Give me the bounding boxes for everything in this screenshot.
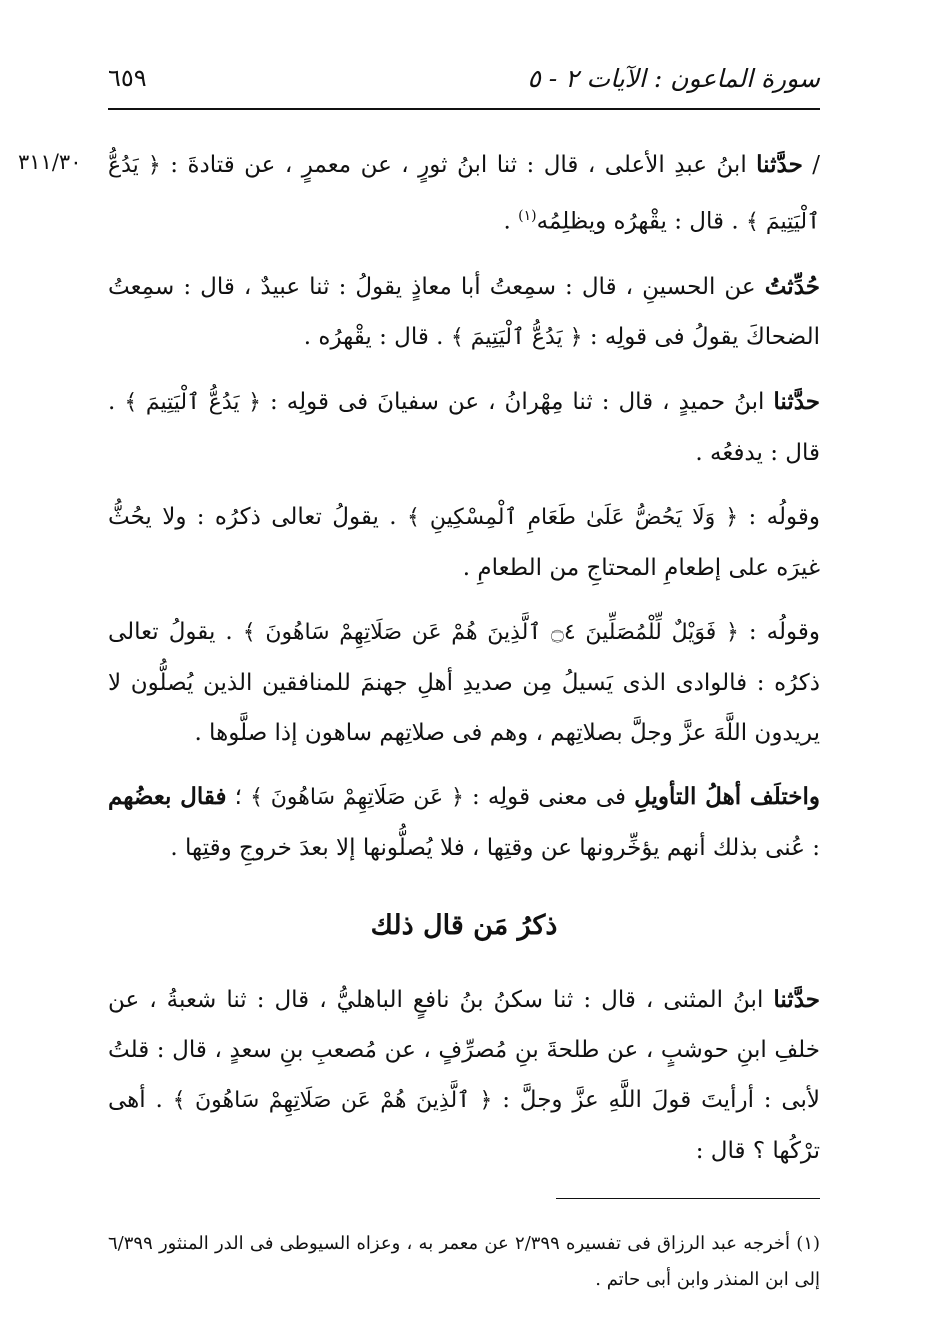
p7-text1: ابنُ المثنى ، قال : ثنا سكنُ بنُ نافعٍ الباهليُّ ، قال : ثنا شعبةُ ، عن خلفِ ابنِ حوشبٍ ، عن طلحةَ بنِ مُصرِّفٍ ، عن مُصعبِ بنِ سعدٍ ، قال : قلتُ لأبى : أرأيتَ قولَ اللَّهِ عزَّ وجلَّ : [108, 986, 821, 1113]
p5-text1: وقولُه : [738, 618, 820, 645]
footnote: (١) أخرجه عبد الرزاق فى تفسيره ٢/٣٩٩ عن معمر به ، وعزاه السيوطى فى الدر المنثور ٦/٣٩٩ إلى ابن المنذر وابن أبى حاتم . [108, 1233, 821, 1290]
p3-text2: . قال : يدفعُه . [108, 388, 820, 466]
p4-text2: . يقولُ تعالى ذكرُه : ولا يحُثُّ غيرَه على إطعامِ المحتاجِ من الطعامِ . [108, 503, 820, 581]
margin-reference: ٣١١/٣٠ [18, 150, 82, 174]
p2-quran: ﴿ يَدُعُّ ٱلْيَتِيمَ ﴾ [450, 324, 583, 350]
p1-slash: / [802, 152, 820, 178]
section-heading: ذكرُ مَن قال ذلك [370, 909, 558, 941]
paragraph-3 [108, 377, 820, 478]
p3-text1: ابنُ حميدٍ ، قال : ثنا مِهْرانُ ، عن سفيانَ فى قولِه : [261, 388, 774, 415]
p2-lead: حُدِّثتُ [764, 272, 820, 300]
p1-text2: . قال : يقْهرُه ويظلِمُه [536, 208, 746, 235]
paragraph-5 [108, 607, 820, 758]
p1-text1: ابنُ عبدِ الأعلى ، قال : ثنا ابنُ ثورٍ ، عن معمرٍ ، عن قتادةَ : [160, 152, 757, 178]
p7-text2: . أهى ترْكُها ؟ قال : [108, 1086, 820, 1164]
p1-quran: ﴿ يَدُعُّ ٱلْيَتِيمَ ﴾ [108, 153, 820, 235]
page-number: ٦٥٩ [108, 64, 147, 92]
p6-text1: فى معنى قولِه : [463, 783, 635, 810]
p5-text2: . يقولُ تعالى ذكرُه : فالوادى الذى يَسيلُ مِن صديدِ أهلِ جهنمَ للمنافقين الذين يُصلُّون لا يريدون اللَّهَ عزَّ وجلَّ بصلاتِهم ، وهم فى صلاتِهم ساهون إذا صلَّوها . [108, 618, 820, 746]
p7-lead: حدَّثنا [773, 985, 820, 1013]
p4-quran: ﴿ وَلَا يَحُضُّ عَلَىٰ طَعَامِ ٱلْمِسْكِينِ ﴾ [406, 504, 739, 530]
p2-text1: عن الحسينِ ، قال : سمِعتُ أبا معاذٍ يقولُ : ثنا عبيدٌ ، قال : سمِعتُ الضحاكَ يقولُ فى قولِه : [108, 273, 820, 350]
p4-text1: وقولُه : [738, 503, 820, 530]
footnote-rule [556, 1198, 820, 1199]
p6-quran: ﴿ عَن صَلَاتِهِمْ سَاهُونَ ﴾ [250, 784, 464, 810]
p6-lead2: فقال بعضُهم [108, 782, 227, 810]
running-header [108, 58, 820, 98]
header-rule [108, 108, 820, 110]
p3-lead: حدَّثنا [773, 387, 821, 415]
paragraph-1 [108, 140, 820, 248]
p6-lead: واختلَف أهلُ التأويلِ [634, 782, 820, 810]
p1-text3: . [503, 208, 519, 235]
p6-text2: ؛ [226, 783, 251, 810]
paragraph-4 [108, 492, 820, 593]
paragraph-6 [108, 772, 820, 873]
footnote-marker: (١) [518, 208, 537, 224]
paragraph-7 [108, 975, 820, 1176]
p5-quran: ﴿ فَوَيْلٌ لِّلْمُصَلِّينَ ۝٤ ٱلَّذِينَ هُمْ عَن صَلَاتِهِمْ سَاهُونَ ﴾ [242, 619, 739, 645]
p3-quran: ﴿ يَدُعُّ ٱلْيَتِيمَ ﴾ [124, 389, 262, 415]
p6-text3: : عُنى بذلك أنهم يؤخِّرونها عن وقتِها ، فلا يُصلُّونها إلا بعدَ خروجِ وقتِها . [170, 834, 820, 861]
header-title: سورة الماعون : الآيات ٢ - ٥ [527, 63, 820, 93]
p1-lead: حدَّثنا [756, 151, 803, 178]
p7-quran: ﴿ ٱلَّذِينَ هُمْ عَن صَلَاتِهِمْ سَاهُونَ ﴾ [172, 1087, 493, 1113]
paragraph-2 [108, 262, 820, 363]
p2-text2: . قال : يقْهرُه . [303, 323, 451, 350]
main-text [108, 140, 820, 1190]
